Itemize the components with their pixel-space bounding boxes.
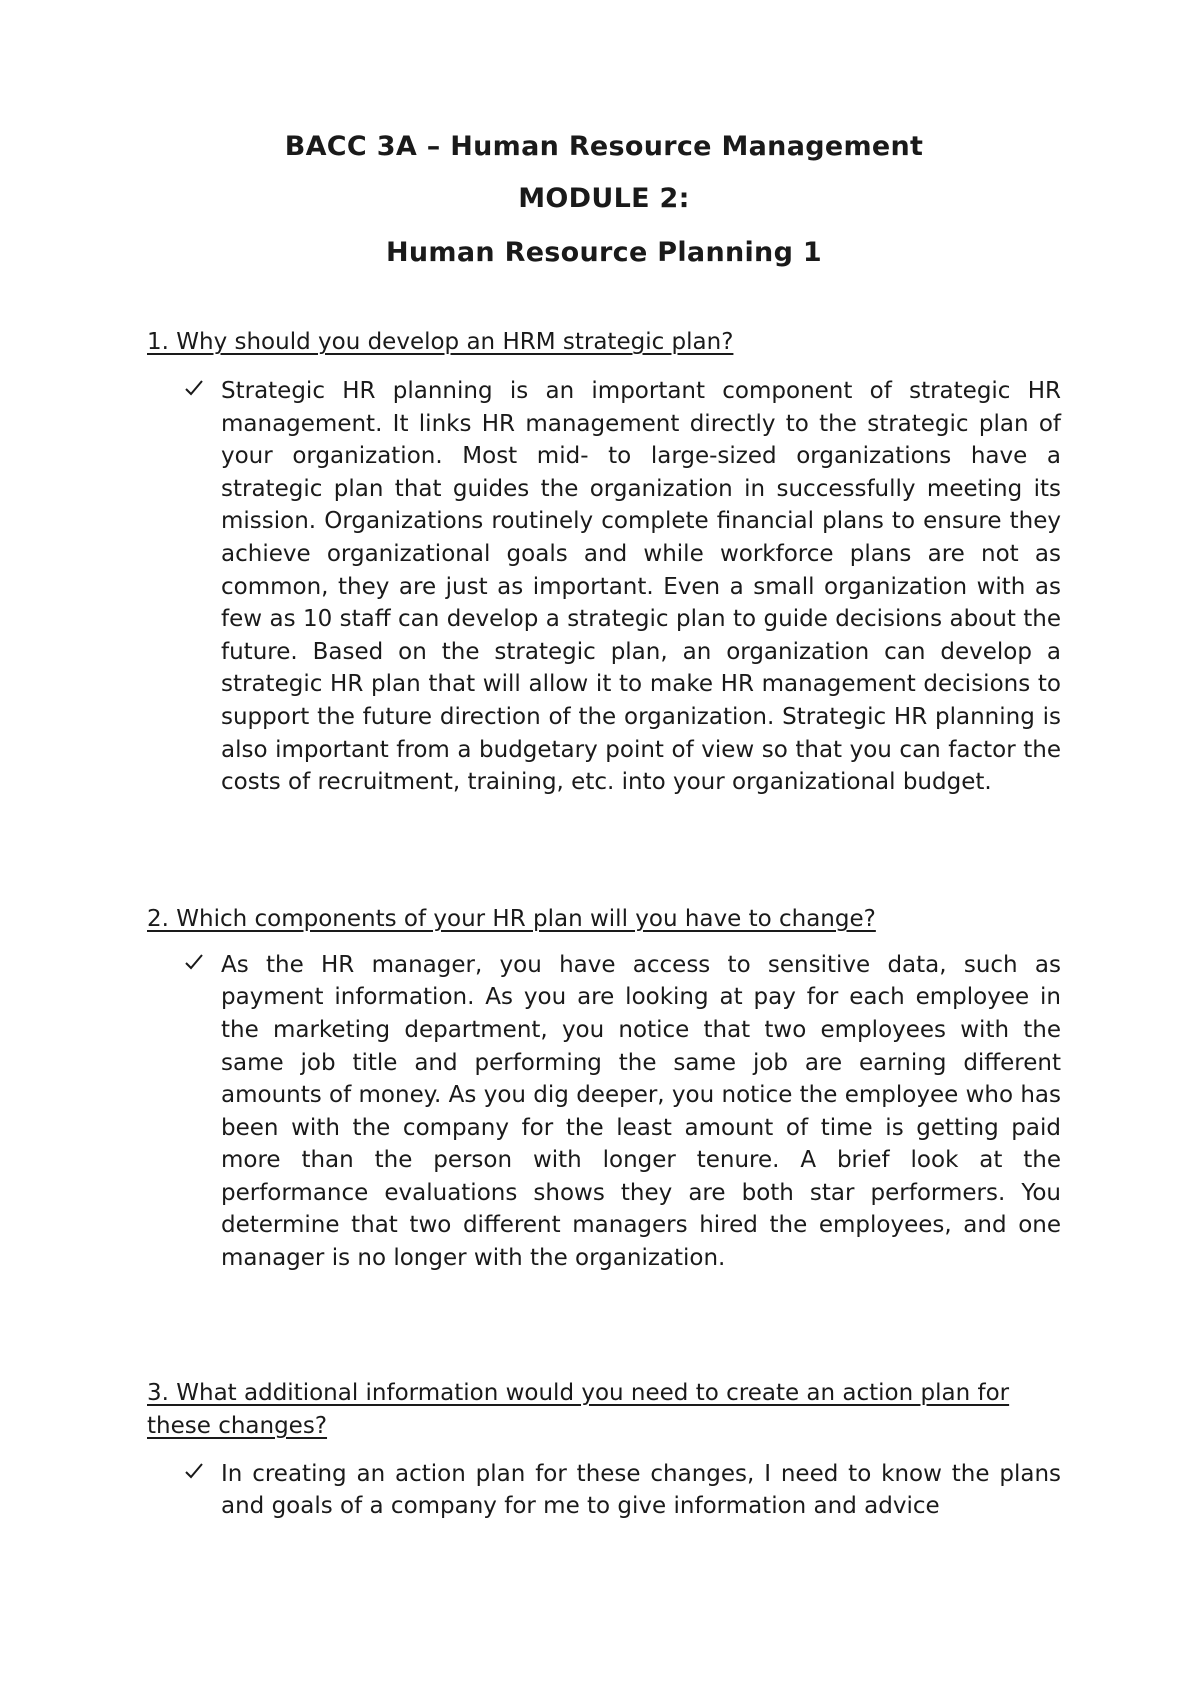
question-1: 1. Why should you develop an HRM strategic plan? (147, 329, 734, 355)
answer-1-text: Strategic HR planning is an important component of strategic HR management. It links HR management directly to the strategic plan of your organization. Most mid- to large-sized organizations have a strategic plan that guides the organization in successfully meeting its mission. Organizations routinely complete financial plans to ensure they achieve organizational goals and while workforce plans are not as common, they are just as important. Even a small organization with as few as 10 staff can develop a strategic plan to guide decisions about the future. Based on the strategic plan, an organization can develop a strategic HR plan that will allow it to make HR management decisions to support the future direction of the organization. Strategic HR planning is also important from a budgetary point of view so that you can factor the costs of recruitment, training, etc. into your organizational budget. (221, 378, 1061, 796)
answer-2 (147, 949, 1061, 1275)
checkmark-icon (183, 1460, 205, 1482)
checkmark-icon (183, 377, 205, 399)
module-heading: MODULE 2: (518, 183, 690, 214)
question-3: 3. What additional information would you need to create an action plan for these changes? (147, 1379, 1010, 1439)
answer-1 (147, 375, 1061, 799)
document-page (147, 130, 1061, 1523)
answer-3-text: In creating an action plan for these changes, I need to know the plans and goals of a company for me to give information and advice (221, 1460, 1061, 1520)
topic-heading: Human Resource Planning 1 (386, 237, 822, 268)
question-2: 2. Which components of your HR plan will you have to change? (147, 905, 876, 932)
answer-3 (147, 1458, 1061, 1523)
checkmark-icon (183, 951, 205, 973)
course-title: BACC 3A – Human Resource Management (284, 131, 924, 162)
answer-2-text: As the HR manager, you have access to sensitive data, such as payment information. As you are looking at pay for each employee in the marketing department, you notice that two employees with the same job title and performing the same job are earning different amounts of money. As you dig deeper, you notice the employee who has been with the company for the least amount of time is getting paid more than the person with longer tenure. A brief look at the performance evaluations shows they are both star performers. You determine that two different managers hired the employees, and one manager is no longer with the organization. (221, 951, 1061, 1272)
